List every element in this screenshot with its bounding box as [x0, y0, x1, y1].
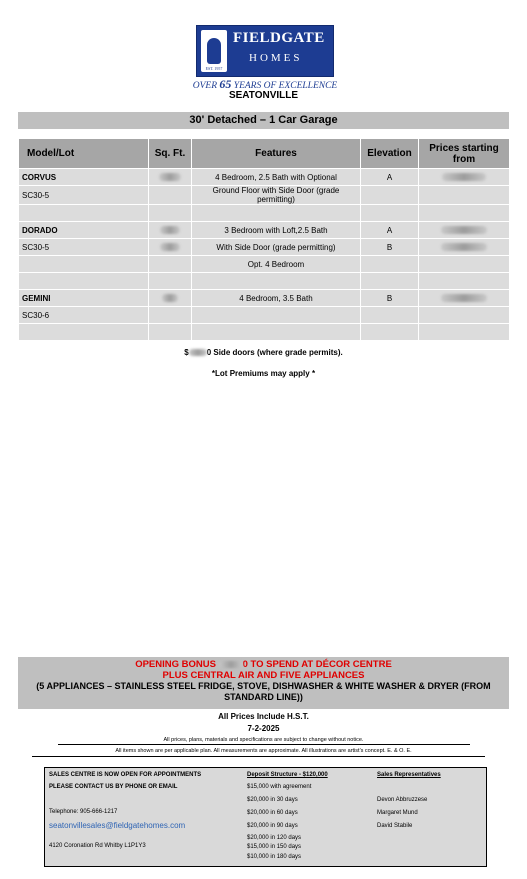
promo-line-3: (5 APPLIANCES – STAINLESS STEEL FRIDGE, STOVE, DISHWASHER & WHITE WASHER & DRYER (FROM STANDARD LINE)) [36, 681, 491, 702]
price-cell [419, 290, 510, 307]
elevation-cell: A [361, 222, 419, 239]
page-title: 30' Detached – 1 Car Garage [18, 112, 509, 129]
rep-name: David Stabile [377, 823, 413, 829]
sqft-cell [149, 222, 192, 239]
model-name: CORVUS [19, 169, 149, 186]
lot-name: SC30-6 [19, 307, 149, 324]
date: 7-2-2025 [247, 724, 280, 733]
price-cell [419, 239, 510, 256]
elevation-cell: B [361, 290, 419, 307]
disclaimer-2: All items shown are per applicable plan. All measurements are approximate. All illustrations are artist's concept. E. & O. E. [115, 748, 412, 754]
table-row [19, 186, 510, 205]
table-row-spacer [19, 324, 510, 341]
lot-name: SC30-5 [19, 186, 149, 205]
sales-contact-text: PLEASE CONTACT US BY PHONE OR EMAIL [49, 784, 178, 790]
sqft-cell [149, 239, 192, 256]
rep-name: Devon Abbruzzese [377, 797, 428, 803]
logo-emblem-icon [201, 30, 227, 72]
feature-cell: Ground Floor with Side Door (grade permitting) [192, 186, 361, 205]
pricing-table [18, 138, 510, 341]
model-name: GEMINI [19, 290, 149, 307]
lot-premium-note: *Lot Premiums may apply * [211, 369, 316, 378]
lot-name: SC30-5 [19, 239, 149, 256]
table-row [19, 307, 510, 324]
col-header-model: Model/Lot [19, 139, 149, 169]
deposit-title: Deposit Structure - $120,000 [247, 772, 328, 778]
redacted-value [441, 226, 487, 234]
feature-cell: 3 Bedroom with Loft,2.5 Bath [192, 222, 361, 239]
sales-address: 4120 Coronation Rd Whitby L1P1Y3 [49, 843, 146, 849]
col-header-sqft: Sq. Ft. [149, 139, 192, 169]
logo-brand: FIELDGATE [233, 30, 325, 46]
deposit-item: $10,000 in 180 days [247, 854, 302, 860]
table-row-spacer [19, 273, 510, 290]
redacted-value [219, 661, 243, 668]
redacted-value [441, 243, 487, 251]
redacted-value [159, 173, 181, 181]
table-row [19, 222, 510, 239]
table-row [19, 169, 510, 186]
fieldgate-logo [196, 25, 334, 77]
col-header-price: Prices starting from [419, 139, 510, 169]
side-doors-note: $ 0 Side doors (where grade permits). [184, 348, 343, 357]
table-header-row [19, 139, 510, 169]
price-cell [419, 222, 510, 239]
deposit-item: $20,000 in 30 days [247, 797, 298, 803]
table-row [19, 256, 510, 273]
redacted-value [189, 349, 207, 356]
sales-open-text: SALES CENTRE IS NOW OPEN FOR APPOINTMENTS [49, 772, 202, 778]
deposit-item: $15,000 with agreement [247, 784, 312, 790]
divider [32, 756, 485, 757]
disclaimer-1: All prices, plans, materials and specifications are subject to change without notice. [163, 737, 364, 743]
hst-note: All Prices Include H.S.T. [218, 712, 309, 721]
model-name: DORADO [19, 222, 149, 239]
promo-line-2: PLUS CENTRAL AIR AND FIVE APPLIANCES [162, 670, 365, 681]
logo-est: EST. 1957 [205, 66, 223, 71]
sales-email-link[interactable]: seatonvillesales@fieldgatehomes.com [49, 821, 186, 830]
col-header-features: Features [192, 139, 361, 169]
feature-cell: With Side Door (grade permitting) [192, 239, 361, 256]
sqft-cell [149, 169, 192, 186]
logo-brand-sub: HOMES [249, 52, 303, 64]
tagline: OVER 65 YEARS OF EXCELLENCE [192, 77, 338, 91]
elevation-cell: B [361, 239, 419, 256]
promo-line-1: OPENING BONUS 0 TO SPEND AT DÉCOR CENTRE [135, 659, 392, 670]
redacted-value [162, 294, 178, 302]
deposit-item: $15,000 in 150 days [247, 844, 302, 850]
col-header-elevation: Elevation [361, 139, 419, 169]
feature-cell: 4 Bedroom, 3.5 Bath [192, 290, 361, 307]
price-cell [419, 169, 510, 186]
sales-phone: Telephone: 905-666-1217 [49, 809, 118, 815]
redacted-value [442, 173, 486, 181]
sqft-cell [149, 290, 192, 307]
elevation-cell: A [361, 169, 419, 186]
table-row-spacer [19, 205, 510, 222]
deposit-item: $20,000 in 90 days [247, 823, 298, 829]
table-row [19, 239, 510, 256]
sales-info-box [44, 767, 487, 867]
redacted-value [441, 294, 487, 302]
redacted-value [160, 243, 180, 251]
community-name: SEATONVILLE [228, 90, 299, 101]
table-row [19, 290, 510, 307]
reps-title: Sales Representatives [377, 772, 441, 778]
redacted-value [160, 226, 180, 234]
deposit-item: $20,000 in 60 days [247, 810, 298, 816]
rep-name: Margaret Mund [377, 810, 418, 816]
divider [58, 744, 470, 745]
feature-cell: 4 Bedroom, 2.5 Bath with Optional [192, 169, 361, 186]
deposit-item: $20,000 in 120 days [247, 835, 302, 841]
feature-cell: Opt. 4 Bedroom [192, 256, 361, 273]
promo-banner [18, 657, 509, 709]
